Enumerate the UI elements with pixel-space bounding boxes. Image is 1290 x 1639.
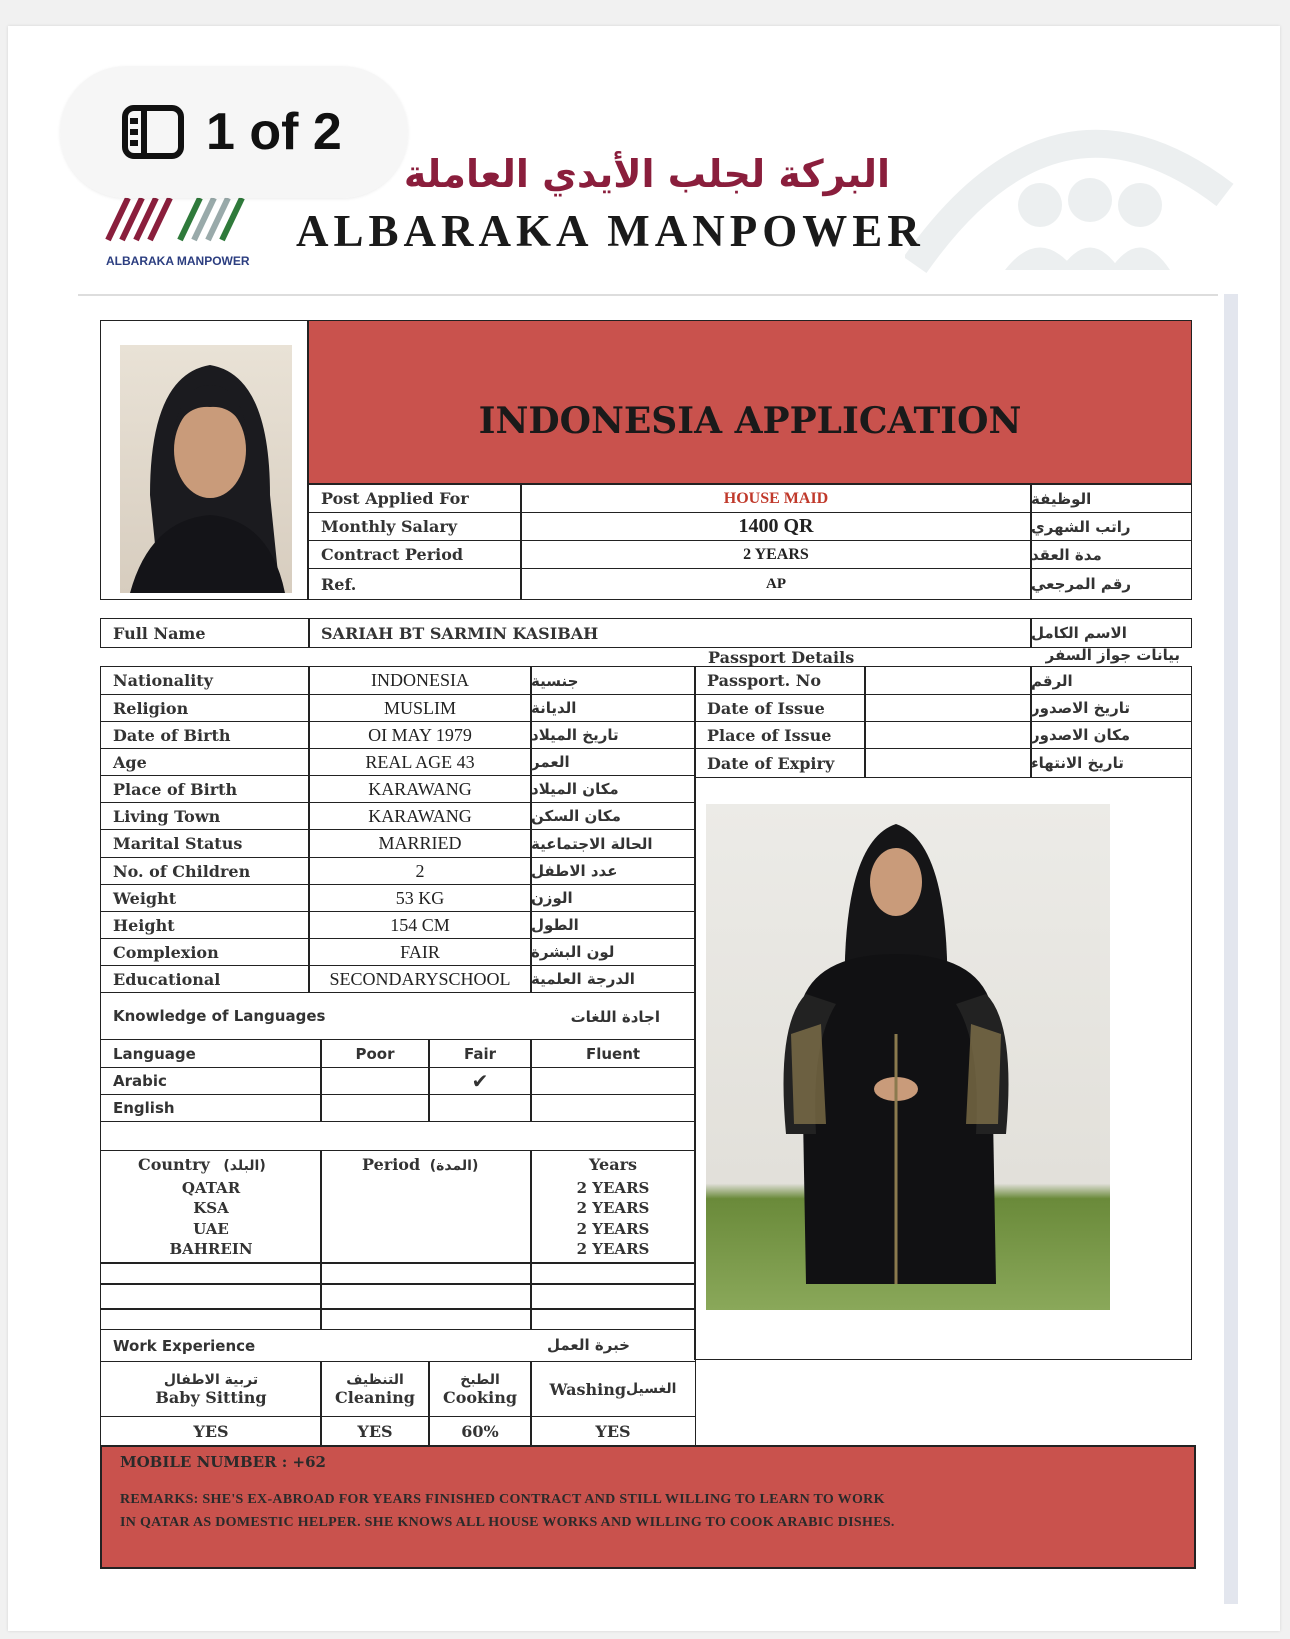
personal-ar: لون البشرة	[530, 938, 696, 966]
passport-ar: تاريخ الانتهاء	[1030, 748, 1192, 778]
skill-ar: التنظيف	[346, 1371, 404, 1388]
albaraka-logo-icon	[100, 190, 270, 250]
exp-period-col	[320, 1150, 532, 1310]
exp-col-country	[138, 1155, 266, 1174]
logo-caption: ALBARAKA MANPOWER	[106, 254, 250, 268]
company-name-english: ALBARAKA MANPOWER	[296, 206, 925, 256]
exp-country: KSA	[193, 1199, 229, 1217]
personal-value: SECONDARYSCHOOL	[308, 965, 532, 993]
personal-ar: الدرجة العلمية	[530, 965, 696, 993]
passport-label: Passport. No	[694, 666, 866, 695]
skill-baby-sitting	[100, 1361, 322, 1417]
personal-ar: الديانة	[530, 694, 696, 722]
job-value-ref: AP	[520, 568, 1032, 600]
personal-label: Height	[100, 911, 310, 939]
exp-country: UAE	[193, 1220, 229, 1238]
skill-label: Cleaning	[335, 1387, 415, 1407]
skill-label: Baby Sitting	[155, 1387, 267, 1407]
personal-label: Age	[100, 748, 310, 776]
work-heading: Work Experience	[100, 1329, 696, 1362]
exp-col-country-ar: (البلد)	[223, 1158, 266, 1174]
personal-label: Marital Status	[100, 829, 310, 858]
lang-row-fluent	[530, 1067, 696, 1095]
passport-value	[864, 694, 1032, 722]
job-label-ref: Ref.	[308, 568, 522, 600]
lang-col-language: Language	[100, 1039, 322, 1068]
job-value-salary: 1400 QR	[520, 512, 1032, 541]
skill-label: Cooking	[442, 1387, 518, 1407]
personal-value: REAL AGE 43	[308, 748, 532, 776]
exp-years: 2 YEARS	[576, 1220, 650, 1238]
lang-row-name: Arabic	[100, 1067, 322, 1095]
personal-ar: الوزن	[530, 884, 696, 912]
skill-ar: تربية الاطفال	[163, 1371, 259, 1388]
exp-col-period	[362, 1155, 478, 1174]
exp-years: 2 YEARS	[576, 1179, 650, 1197]
passport-value	[864, 666, 1032, 695]
exp-col-period-ar: (المدة)	[429, 1158, 479, 1174]
job-ar-post: الوظيفة	[1030, 484, 1192, 513]
skill-value: YES	[100, 1416, 322, 1446]
lang-row-poor	[320, 1094, 430, 1122]
exp-col-years: Years	[588, 1155, 637, 1174]
personal-value: MUSLIM	[308, 694, 532, 722]
personal-label: Educational	[100, 965, 310, 993]
personal-ar: تاريخ الميلاد	[530, 721, 696, 749]
personal-value: FAIR	[308, 938, 532, 966]
remarks-line-1: REMARKS: SHE'S EX-ABROAD FOR YEARS FINISHED CONTRACT AND STILL WILLING TO LEARN TO WORK	[120, 1492, 885, 1507]
mobile-number: MOBILE NUMBER : +62	[120, 1453, 326, 1471]
watermark-logo-icon	[905, 75, 1235, 275]
full-name-ar: الاسم الكامل	[1030, 618, 1192, 648]
personal-ar: جنسية	[530, 666, 696, 695]
job-value-contract: 2 YEARS	[520, 540, 1032, 569]
passport-ar: مكان الاصدور	[1030, 721, 1192, 749]
personal-ar: مكان السكن	[530, 802, 696, 830]
personal-value: KARAWANG	[308, 802, 532, 830]
personal-value: OI MAY 1979	[308, 721, 532, 749]
exp-years: 2 YEARS	[576, 1199, 650, 1217]
exp-country: BAHREIN	[169, 1240, 253, 1258]
work-heading-ar: خبرة العمل	[546, 1336, 630, 1354]
skill-value: 60%	[428, 1416, 532, 1446]
personal-label: Religion	[100, 694, 310, 722]
job-value-post: HOUSE MAID	[520, 484, 1032, 513]
headshot-photo	[120, 345, 292, 593]
skill-value: YES	[320, 1416, 430, 1446]
personal-value: INDONESIA	[308, 666, 532, 695]
lang-row-fluent	[530, 1094, 696, 1122]
lang-col-poor: Poor	[320, 1039, 430, 1068]
passport-label: Place of Issue	[694, 721, 866, 749]
multi-page-icon	[122, 105, 184, 159]
remarks-line-2: IN QATAR AS DOMESTIC HELPER. SHE KNOWS ALL HOUSE WORKS AND WILLING TO COOK ARABIC DISHES.	[120, 1515, 895, 1530]
lang-col-fluent: Fluent	[530, 1039, 696, 1068]
skill-cleaning	[320, 1361, 430, 1417]
exp-col-country-label: Country	[138, 1155, 210, 1174]
skill-label: Washing	[549, 1379, 627, 1399]
skill-cooking	[428, 1361, 532, 1417]
skill-ar: الغسيل	[626, 1381, 677, 1397]
skill-value: YES	[530, 1416, 696, 1446]
passport-heading-ar: بيانات جواز السفر	[1045, 646, 1180, 664]
personal-label: Nationality	[100, 666, 310, 695]
job-ar-contract: مدة العقد	[1030, 540, 1192, 569]
personal-value: 2	[308, 857, 532, 885]
exp-country: QATAR	[181, 1179, 241, 1197]
job-ar-ref: رقم المرجعي	[1030, 568, 1192, 600]
passport-label: Date of Issue	[694, 694, 866, 722]
job-ar-salary: راتب الشهري	[1030, 512, 1192, 541]
passport-heading: Passport Details	[708, 648, 855, 667]
passport-ar: تاريخ الاصدور	[1030, 694, 1192, 722]
personal-value: KARAWANG	[308, 775, 532, 803]
personal-ar: الحالة الاجتماعية	[530, 829, 696, 858]
personal-value: 53 KG	[308, 884, 532, 912]
exp-col-period-label: Period	[362, 1155, 421, 1174]
personal-ar: مكان الميلاد	[530, 775, 696, 803]
personal-label: Place of Birth	[100, 775, 310, 803]
personal-label: No. of Children	[100, 857, 310, 885]
job-label-salary: Monthly Salary	[308, 512, 522, 541]
page-edge	[1224, 294, 1238, 1604]
job-label-contract: Contract Period	[308, 540, 522, 569]
page-indicator-text: 1 of 2	[206, 103, 342, 161]
personal-label: Date of Birth	[100, 721, 310, 749]
languages-heading-ar: اجادة اللغات	[570, 1008, 660, 1026]
personal-ar: عدد الاطفل	[530, 857, 696, 885]
banner-title: INDONESIA APPLICATION	[478, 400, 1022, 442]
personal-ar: الطول	[530, 911, 696, 939]
page-indicator[interactable]	[60, 66, 408, 198]
skill-washing	[530, 1361, 696, 1417]
passport-value	[864, 748, 1032, 778]
personal-label: Weight	[100, 884, 310, 912]
personal-label: Complexion	[100, 938, 310, 966]
fullbody-photo	[706, 804, 1110, 1310]
personal-value: MARRIED	[308, 829, 532, 858]
passport-value	[864, 721, 1032, 749]
lang-row-fair	[428, 1094, 532, 1122]
lang-row-poor	[320, 1067, 430, 1095]
personal-value: 154 CM	[308, 911, 532, 939]
exp-years: 2 YEARS	[576, 1240, 650, 1258]
lang-col-fair: Fair	[428, 1039, 532, 1068]
full-name-value: SARIAH BT SARMIN KASIBAH	[308, 618, 1032, 648]
company-name-arabic: البركة لجلب الأيدي العاملة	[403, 152, 890, 196]
spacer-row	[100, 1121, 696, 1151]
full-name-label: Full Name	[100, 618, 310, 648]
personal-label: Living Town	[100, 802, 310, 830]
personal-ar: العمر	[530, 748, 696, 776]
skill-ar: الطبخ	[460, 1371, 500, 1388]
passport-ar: الرقم	[1030, 666, 1192, 695]
header-divider	[78, 294, 1218, 296]
job-label-post: Post Applied For	[308, 484, 522, 513]
lang-row-fair: ✔	[428, 1067, 532, 1095]
languages-heading: Knowledge of Languages	[100, 992, 696, 1040]
passport-label: Date of Expiry	[694, 748, 866, 778]
lang-row-name: English	[100, 1094, 322, 1122]
